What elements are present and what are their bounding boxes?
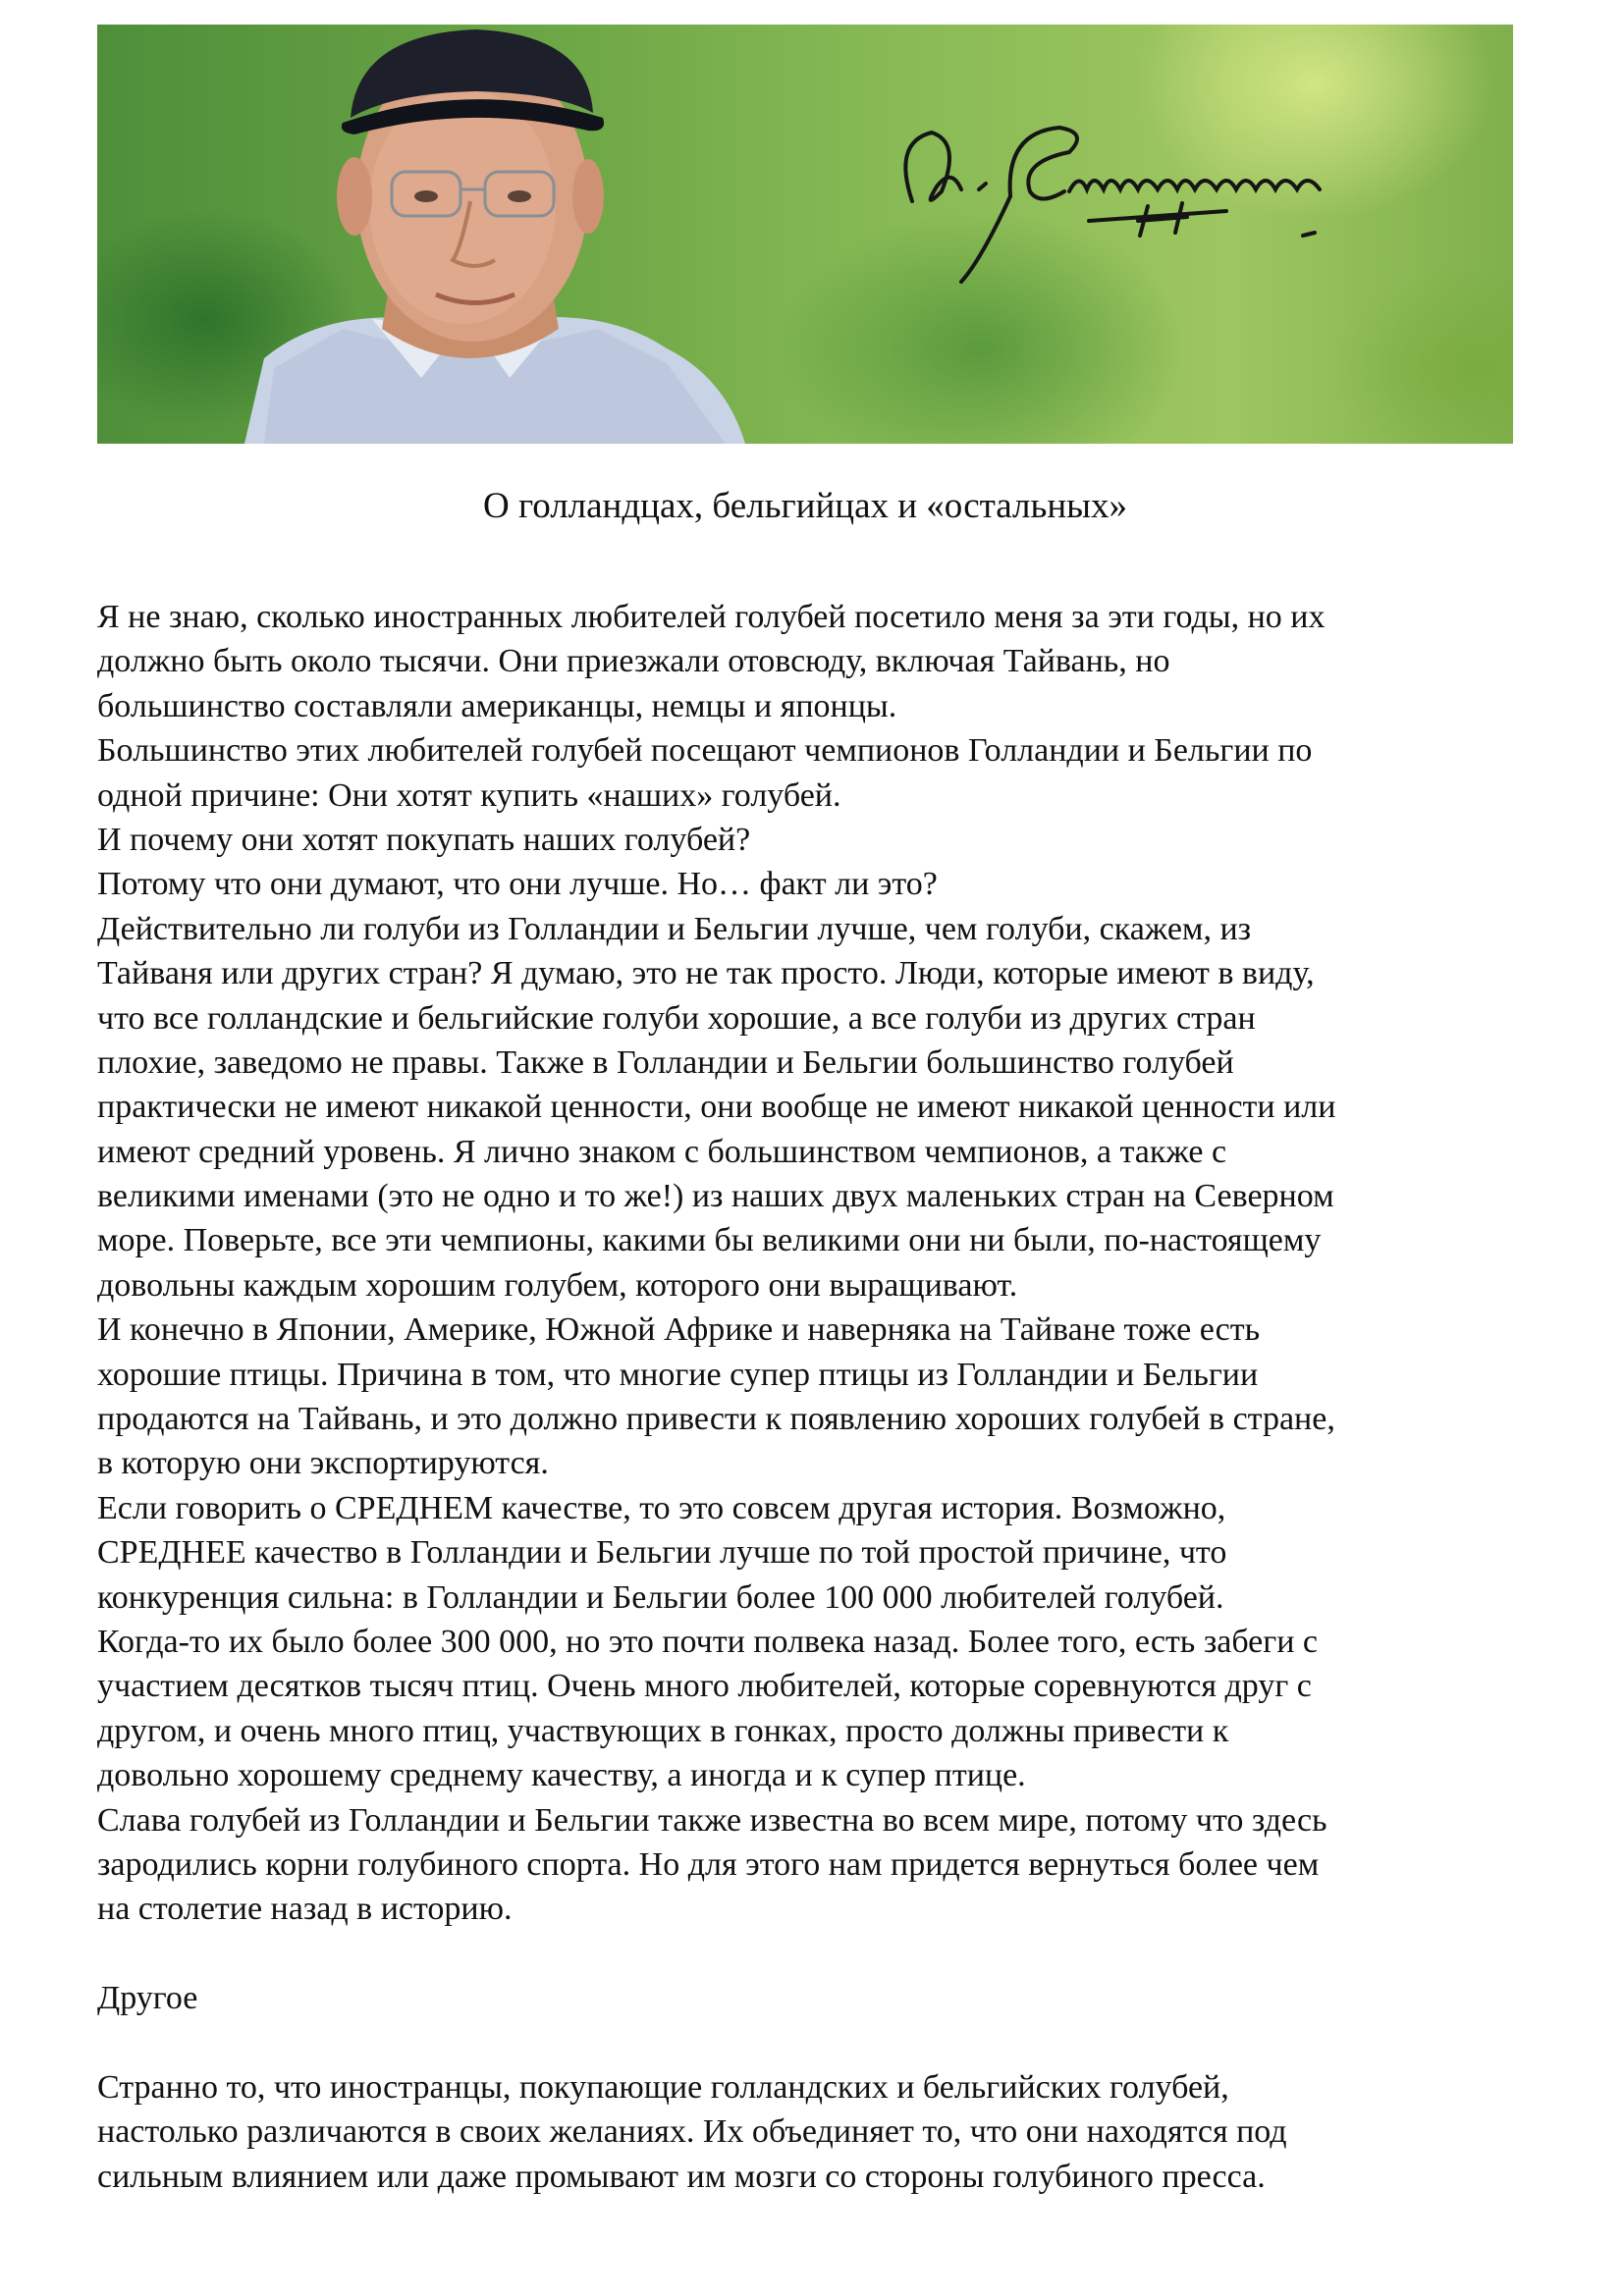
paragraph-line: одной причине: Они хотят купить «наших» голубей.: [97, 776, 841, 814]
paragraph-line: СРЕДНЕЕ качество в Голландии и Бельгии лучше по той простой причине, что: [97, 1534, 1227, 1572]
article-body: [97, 595, 1531, 2199]
document-title: О голландцах, бельгийцах и «остальных»: [482, 486, 1128, 526]
paragraph-line: на столетие назад в историю.: [97, 1891, 513, 1928]
signature: [97, 25, 1513, 444]
paragraph-line: что все голландские и бельгийские голуби хорошие, а все голуби из других стран: [97, 999, 1256, 1037]
paragraph-line: Потому что они думают, что они лучше. Но… факт ли это?: [97, 866, 938, 903]
paragraph-line: плохие, заведомо не правы. Также в Голландии и Бельгии большинство голубей: [97, 1043, 1234, 1081]
paragraph-line: должно быть около тысячи. Они приезжали отовсюду, включая Тайвань, но: [97, 643, 1170, 680]
paragraph-line: Странно то, что иностранцы, покупающие голландских и бельгийских голубей,: [97, 2068, 1229, 2106]
paragraph-line: Тайваня или других стран? Я думаю, это не так просто. Люди, которые имеют в виду,: [97, 955, 1315, 992]
paragraph-line: имеют средний уровень. Я лично знаком с большинством чемпионов, а также с: [97, 1133, 1227, 1170]
paragraph-line: хорошие птицы. Причина в том, что многие супер птицы из Голландии и Бельгии: [97, 1356, 1259, 1393]
paragraph-line: настолько различаются в своих желаниях. Их объединяет то, что они находятся под: [97, 2113, 1287, 2151]
paragraph-line: И почему они хотят покупать наших голубей?: [97, 821, 751, 858]
paragraph-line: Когда-то их было более 300 000, но это почти полвека назад. Более того, есть забеги с: [97, 1623, 1319, 1660]
blank-line: [97, 2021, 1531, 2065]
paragraph-line: сильным влиянием или даже промывают им мозги со стороны голубиного пресса.: [97, 2158, 1266, 2195]
paragraph-line: море. Поверьте, все эти чемпионы, какими бы великими они ни были, по-настоящему: [97, 1222, 1322, 1259]
blank-line: [97, 1932, 1531, 1976]
header-banner: [97, 25, 1513, 444]
paragraph-line: И конечно в Японии, Америке, Южной Африке и наверняка на Тайване тоже есть: [97, 1311, 1261, 1349]
paragraph-line: великими именами (это не одно и то же!) из наших двух маленьких стран на Северном: [97, 1178, 1334, 1215]
paragraph-line: конкуренция сильна: в Голландии и Бельгии более 100 000 любителей голубей.: [97, 1578, 1224, 1616]
paragraph-line: Действительно ли голуби из Голландии и Бельгии лучше, чем голуби, скажем, из: [97, 910, 1252, 947]
paragraph-line: большинство составляли американцы, немцы и японцы.: [97, 687, 897, 724]
paragraph-line: Слава голубей из Голландии и Бельгии также известна во всем мире, потому что здесь: [97, 1801, 1327, 1839]
section-subheading: Другое: [97, 1980, 198, 2017]
paragraph-line: зародились корни голубиного спорта. Но для этого нам придется вернуться более чем: [97, 1845, 1320, 1883]
paragraph-line: Если говорить о СРЕДНЕМ качестве, то это совсем другая история. Возможно,: [97, 1489, 1226, 1526]
paragraph-line: Большинство этих любителей голубей посещают чемпионов Голландии и Бельгии по: [97, 732, 1313, 770]
paragraph-line: продаются на Тайвань, и это должно привести к появлению хороших голубей в стране,: [97, 1401, 1335, 1438]
paragraph-line: участием десятков тысяч птиц. Очень много любителей, которые соревнуются друг с: [97, 1668, 1312, 1705]
paragraph-line: другом, и очень много птиц, участвующих в гонках, просто должны привести к: [97, 1712, 1229, 1749]
paragraph-line: довольно хорошему среднему качеству, а иногда и к супер птице.: [97, 1757, 1026, 1794]
paragraph-line: Я не знаю, сколько иностранных любителей голубей посетило меня за эти годы, но их: [97, 599, 1326, 635]
paragraph-line: практически не имеют никакой ценности, они вообще не имеют никакой ценности или: [97, 1089, 1336, 1126]
paragraph-line: в которую они экспортируются.: [97, 1445, 549, 1482]
paragraph-line: довольны каждым хорошим голубем, которого они выращивают.: [97, 1266, 1018, 1304]
